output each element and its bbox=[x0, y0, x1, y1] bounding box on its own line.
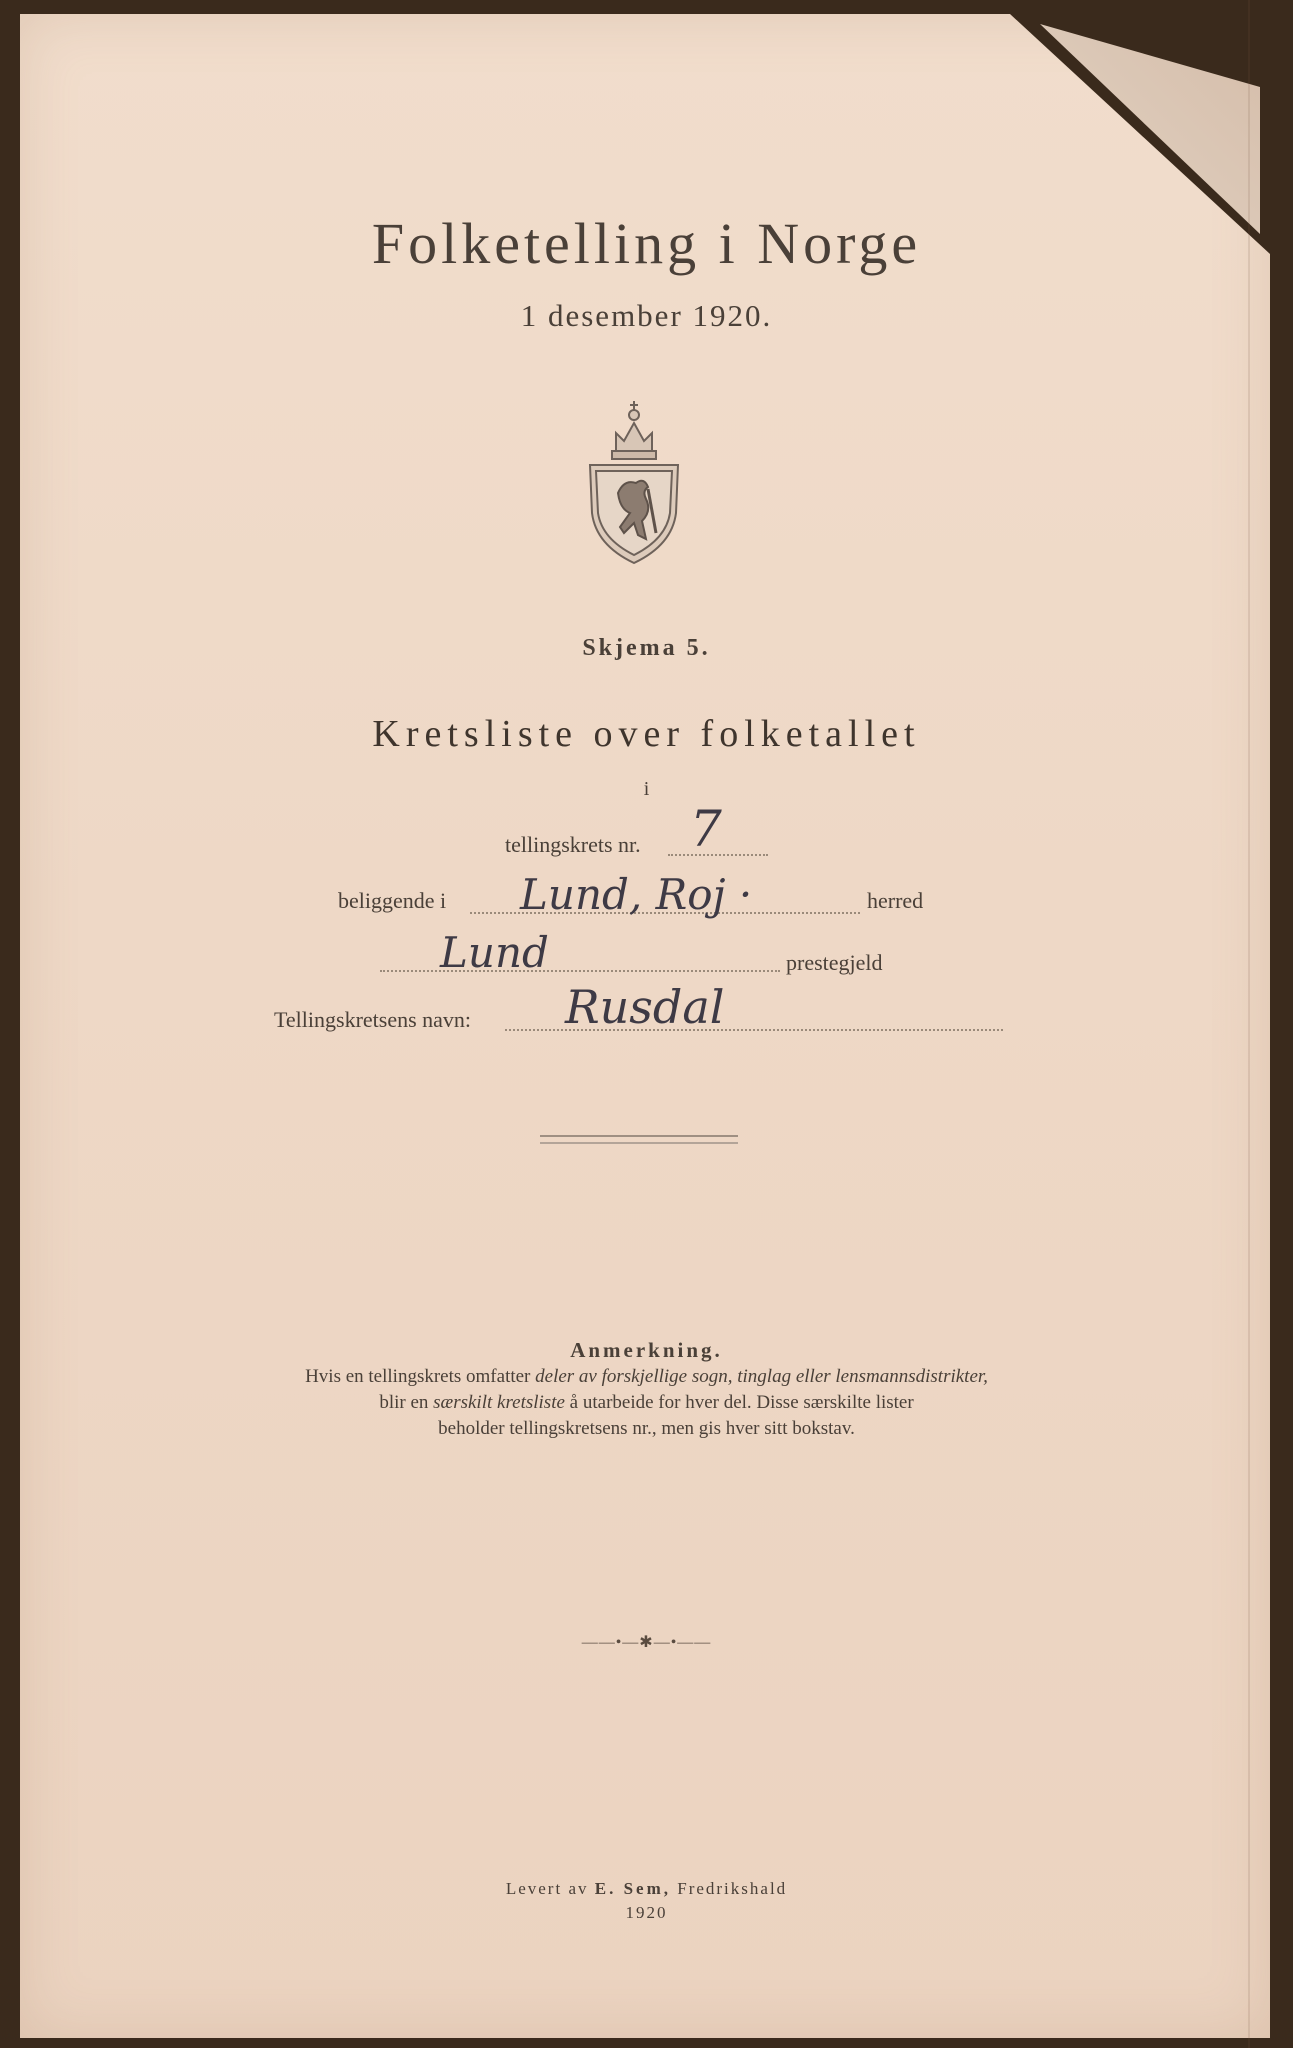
note-line-1-text: Hvis en tellingskrets omfatter bbox=[305, 1366, 536, 1387]
note-line-1-italic: deler av forskjellige sogn, tinglag eller lensmannsdistrikter, bbox=[535, 1366, 988, 1387]
note-line-2 bbox=[150, 1390, 1143, 1416]
printer-suffix: Fredrikshald bbox=[670, 1879, 788, 1898]
krets-number-handwritten: 7 bbox=[690, 800, 722, 858]
herred-handwritten: Lund, Roj · bbox=[520, 870, 753, 919]
document-title: Folketelling i Norge bbox=[371, 211, 922, 276]
note-line-2-text-a: blir en bbox=[379, 1392, 434, 1413]
prestegjeld-suffix-label: prestegjeld bbox=[786, 950, 883, 975]
navn-label: Tellingskretsens navn: bbox=[274, 1007, 472, 1032]
section-divider bbox=[540, 1135, 738, 1144]
document-date: 1 desember 1920. bbox=[520, 298, 773, 333]
note-line-2-text-b: å utarbeide for hver del. Disse særskilte lister bbox=[564, 1392, 914, 1413]
printer-year: 1920 bbox=[625, 1903, 668, 1922]
printer-line bbox=[0, 1877, 1293, 1901]
norwegian-coat-of-arms-icon bbox=[586, 393, 682, 565]
form-heading: Kretsliste over folketallet bbox=[372, 713, 921, 755]
herred-prefix-label: beliggende i bbox=[338, 888, 447, 913]
note-line-2-italic: særskilt kretsliste bbox=[433, 1392, 565, 1413]
preposition-i: i bbox=[643, 778, 650, 800]
printer-imprint bbox=[0, 1877, 1293, 1925]
krets-label: tellingskrets nr. bbox=[505, 832, 641, 857]
herred-suffix-label: herred bbox=[867, 888, 924, 913]
prestegjeld-handwritten: Lund bbox=[440, 928, 549, 977]
printer-prefix: Levert av bbox=[505, 1879, 595, 1898]
schema-number: Skjema 5. bbox=[582, 635, 711, 661]
note-line-1 bbox=[150, 1364, 1143, 1390]
printer-name: E. Sem, bbox=[594, 1879, 671, 1898]
note-line-3: beholder tellingskretsens nr., men gis hver sitt bokstav. bbox=[438, 1418, 855, 1439]
ornament-divider: ——•—✱—•—— bbox=[581, 1634, 712, 1651]
navn-handwritten: Rusdal bbox=[565, 980, 725, 1034]
note-title: Anmerkning. bbox=[570, 1338, 723, 1362]
